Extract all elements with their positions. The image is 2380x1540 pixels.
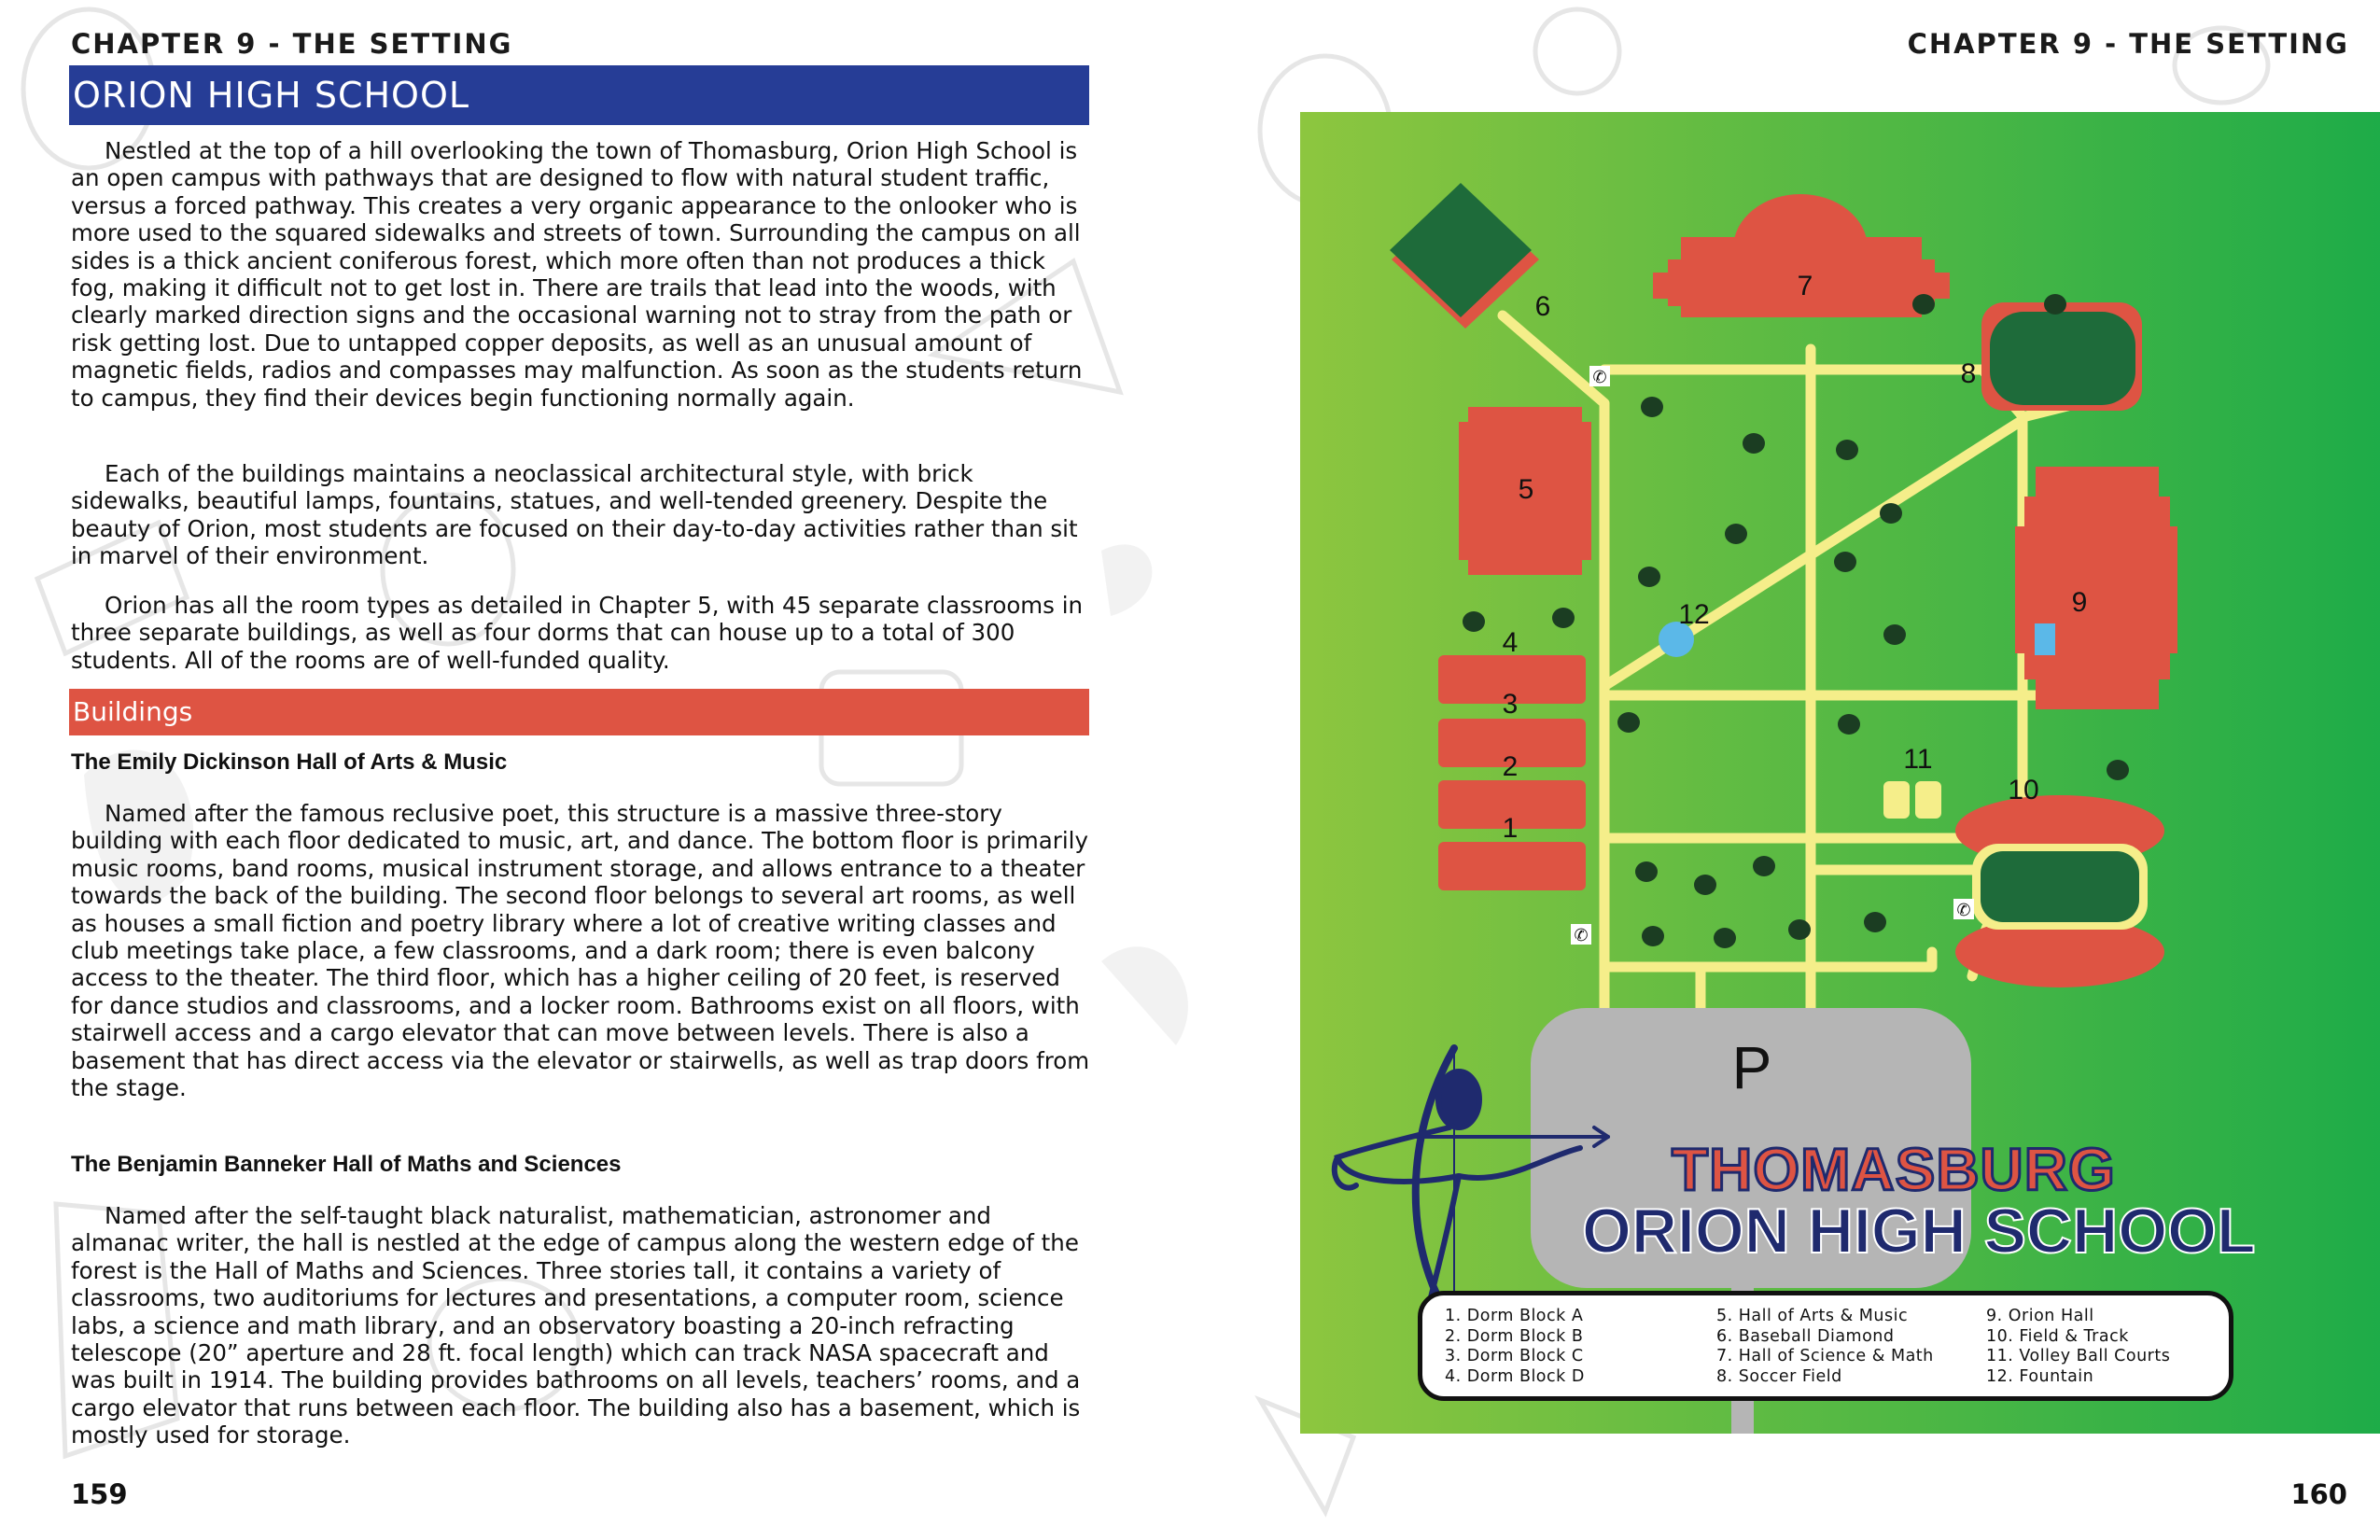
map-label-12: 12	[1678, 599, 1710, 630]
parking-label: P	[1731, 1034, 1772, 1101]
map-title-line2: ORION HIGH SCHOOL	[1582, 1196, 2256, 1267]
page-number: 160	[2290, 1478, 2347, 1510]
map-label-8: 8	[1960, 358, 1977, 389]
map-label-4: 4	[1502, 627, 1519, 658]
map-label-7: 7	[1797, 271, 1813, 301]
chapter-header: CHAPTER 9 - THE SETTING	[1907, 28, 2349, 60]
legend-item: 6. Baseball Diamond	[1716, 1326, 1895, 1346]
map-label-1: 1	[1502, 813, 1519, 844]
chapter-header: CHAPTER 9 - THE SETTING	[71, 28, 513, 60]
section-title: Buildings	[69, 689, 1089, 735]
legend-item: 11. Volley Ball Courts	[1986, 1347, 2171, 1365]
right-page	[1190, 0, 2380, 1540]
legend-item: 10. Field & Track	[1986, 1326, 2129, 1346]
svg-text:✆: ✆	[1956, 901, 1971, 920]
legend-item: 12. Fountain	[1986, 1366, 2094, 1386]
legend-item: 8. Soccer Field	[1716, 1366, 1842, 1386]
map-label-11: 11	[1903, 744, 1933, 775]
intro-paragraph-3	[71, 592, 1093, 674]
paragraph-text: Named after the self-taught black naturalist, mathematician, astronomer and almanac writer, the hall is nestled at the edge of campus along the western edge of the forest is the Hall of Maths and Sciences. Three stories tall, it contains a variety of classrooms, two auditoriums for lectures and presentations, a computer room, science labs, a science and math library, and an observatory boasting a 20-inch refracting telescope (20” aperture and 28 ft. focal length) which can track NASA spacecraft and was built in 1914. The building provides bathrooms on all levels, teachers’ rooms, and a cargo elevator that runs between each floor. The building also has a basement, which is mostly used for storage.	[71, 1202, 1081, 1449]
subsection-heading: The Emily Dickinson Hall of Arts & Music	[71, 749, 508, 775]
paragraph-text: Nestled at the top of a hill overlooking the town of Thomasburg, Orion High School is an open campus with pathways that are designed to flow with natural student traffic, versus a forced pathway. This creates a very organic appearance to the onlooker who is more used to the squared sidewalks and streets of town. Surrounding the campus on all sides is a thick ancient coniferous forest, which more often than not produces a thick fog, making it difficult not to get lost in. There are trails that lead into the woods, with clearly marked direction signs and the occasional warning not to stray from the path or risk getting lost. Due to untapped copper deposits, as well as an unusual amount of magnetic fields, radios and compasses may malfunction. As soon as the students return to campus, they find their devices begin functioning normally again.	[71, 137, 1083, 412]
map-label-5: 5	[1518, 474, 1534, 505]
page-title: ORION HIGH SCHOOL	[69, 65, 1089, 125]
subsection-heading: The Benjamin Banneker Hall of Maths and Sciences	[71, 1152, 622, 1177]
legend-item: 3. Dorm Block C	[1445, 1347, 1584, 1365]
legend-item: 1. Dorm Block A	[1445, 1307, 1584, 1325]
svg-text:✆: ✆	[1574, 926, 1589, 945]
map-label-6: 6	[1534, 291, 1551, 322]
subsection-paragraph	[71, 1202, 1093, 1449]
subsection-paragraph	[71, 800, 1093, 1101]
map-label-3: 3	[1502, 689, 1519, 720]
legend-item: 9. Orion Hall	[1986, 1307, 2094, 1325]
intro-paragraph-2	[71, 460, 1093, 570]
paragraph-text: Each of the buildings maintains a neoclassical architectural style, with brick sidewalks, beautiful lamps, fountains, statues, and well-tended greenery. Despite the beauty of Orion, most students are focused on their day-to-day activities rather than sit in marvel of their environment.	[71, 460, 1078, 570]
map-label-2: 2	[1502, 751, 1519, 782]
map-label-10: 10	[2008, 775, 2039, 805]
map-title-line1: THOMASBURG	[1672, 1136, 2116, 1203]
svg-text:✆: ✆	[1592, 368, 1607, 387]
map-label-9: 9	[2071, 587, 2088, 618]
page-number: 159	[71, 1478, 128, 1510]
paragraph-text: Named after the famous reclusive poet, this structure is a massive three-story building with each floor dedicated to music, art, and dance. The bottom floor is primarily music rooms, band rooms, musical instrument storage, and allows entrance to a theater towards the back of the building. The second floor belongs to several art rooms, as well as houses a small fiction and poetry library where a lot of creative writing classes and club meetings take place, a few classrooms, and a dark room; there is even balcony access to the theater. The third floor, which has a higher ceiling of 20 feet, is reserved for dance studios and classrooms, and a locker room. Bathrooms exist on all floors, with stairwell access and a cargo elevator that can move between levels. There is also a basement that has direct access via the elevator or stairwells, as well as trap doors from the stage.	[71, 800, 1090, 1102]
legend-item: 4. Dorm Block D	[1445, 1366, 1585, 1386]
legend-item: 5. Hall of Arts & Music	[1716, 1307, 1909, 1325]
legend-item: 2. Dorm Block B	[1445, 1326, 1584, 1346]
intro-paragraph-1	[71, 137, 1093, 412]
legend-item: 7. Hall of Science & Math	[1716, 1347, 1934, 1365]
paragraph-text: Orion has all the room types as detailed in Chapter 5, with 45 separate classrooms in three separate buildings, as well as four dorms that can house up to a total of 300 students. All of the rooms are of well-funded quality.	[71, 592, 1084, 674]
